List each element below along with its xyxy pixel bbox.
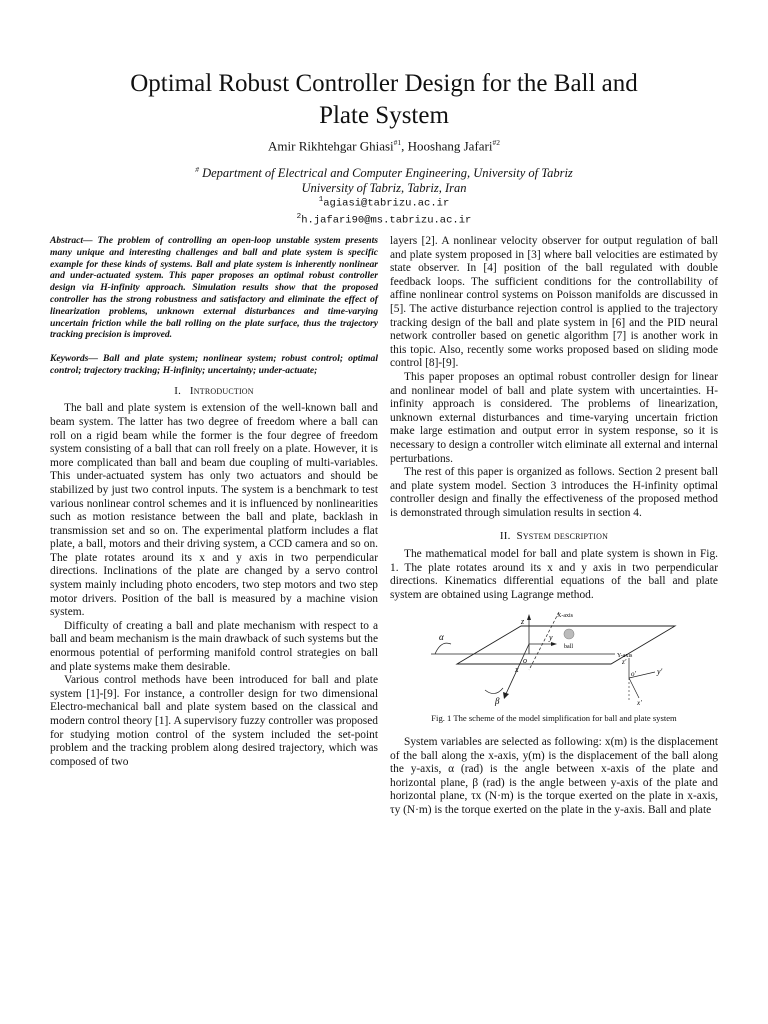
section-heading-system-description	[390, 530, 718, 544]
abstract-label: Abstract—	[50, 235, 93, 246]
system-variables-paragraph: System variables are selected as following: x(m) is the displacement of the ball along the x-axis, y(m) is the displacement of the ball along the y-axis, α (rad) is the angle between x-axis of the plate and horizontal plane, β (rad) is the angle between y-axis of the plate and horizontal plane, τx (N·m) is the torque exerted on the plate in x-axis, τy (N·m) is the torque exerted on the plate in the y-axis. Ball and plate	[390, 736, 718, 816]
author-2-mark: #2	[492, 138, 500, 147]
intro-paragraph-1: The ball and plate system is extension of the well-known ball and beam system. The latter has two degree of freedom where a ball can roll on a rigid beam while the former is the four degree of freedom system consisting of a ball that can roll freely on a plate. However, it is more complicated than ball and beam due coupling of multi-variables. This under-actuated system has only two actuators and should be stabilized by just two control inputs. The system is a benchmark to test various nonlinear control schemes and it is influenced by nonlinearities such as motion resistance between the ball and plate, backlash in transmission set and so on. The experimental platform includes a flat plate, a ball, motors and their driving system, a CCD camera and so on. The plate rotates around its x and y axis in two perpendicular directions. Inclinations of the plate are changed by a servo control system mainly including photo encoders, two step motors and two step motor drivers. Position of the ball is measured by a machine vision system.	[50, 402, 378, 619]
z-arrow	[527, 614, 531, 620]
ball-plate-diagram	[429, 610, 679, 706]
y-arrow	[551, 642, 557, 646]
x-prime-label: x'	[637, 699, 642, 707]
intro-paragraph-3: Various control methods have been introduced for ball and plate system [1]-[9]. For instance, a controller design for two dimensional Electro-mechanical ball and plate system based on the classical and modern control theory [1]. A supervisory fuzzy controller was proposed for studying motion control of the system included the set-point problem and the tracking problem along desired trajectory, which was composed of two	[50, 674, 378, 768]
figure-1-caption: Fig. 1 The scheme of the model simplification for ball and plate system	[431, 713, 677, 724]
author-line	[40, 138, 728, 154]
o-label: o	[523, 656, 527, 666]
abstract-text: The problem of controlling an open-loop unstable system presents many unique and interesting challenges and ball and plate system is specific example for these kinds of systems. Ball and plate system is inherently nonlinear and under-actuated system. This paper proposes an optimal robust controller design via H-infinity approach. Simulation results show that the proposed controller has the strong robustness and satisfactory and eliminate the effect of linearization problems, unknown external disturbances and time-varying uncertain friction while the ball rolling on the plate surface, thus the trajectory tracking precision is improved.	[50, 235, 378, 341]
x-prime-axis	[629, 678, 639, 698]
alpha-arc	[435, 644, 451, 655]
left-column	[50, 235, 378, 769]
x-arrow	[503, 692, 509, 699]
email-2: h.jafari90@ms.tabrizu.ac.ir	[301, 214, 472, 226]
section-title: System description	[516, 530, 609, 543]
author-separator: ,	[401, 138, 408, 154]
affiliation-mark: #	[195, 165, 199, 174]
beta-label: β	[495, 696, 500, 707]
author-1: Amir Rikhtehgar Ghiasi	[268, 138, 394, 154]
email-1-mark: 1	[318, 196, 324, 204]
figure-1	[390, 610, 718, 706]
affiliation-line-1: Department of Electrical and Computer Engineering, University of Tabriz	[202, 166, 573, 181]
x-axis-plate-line	[529, 612, 559, 670]
right-column	[390, 235, 718, 818]
beta-arc	[485, 688, 503, 694]
paper-title	[40, 68, 728, 132]
z-label: z	[521, 617, 525, 627]
ball-label: ball	[564, 644, 573, 651]
email-1: agiasi@tabrizu.ac.ir	[323, 197, 450, 210]
keywords-label: Keywords—	[50, 353, 98, 365]
system-description-paragraph: The mathematical model for ball and plate system is shown in Fig. 1. The plate rotates around its x and y axis in two perpendicular directions. Kinematics differential equations of the ball and plate system are obtained using Lagrange method.	[390, 548, 718, 601]
y-prime-label: y'	[657, 667, 663, 677]
title-line-1: Optimal Robust Controller Design for the Ball and	[130, 70, 638, 97]
ball-shape	[564, 629, 574, 639]
intro-paragraph-5: The rest of this paper is organized as follows. Section 2 present ball and plate system model. Section 3 introduces the H-infinity optimal controller design and finally the effectiveness of the proposed method is demonstrated through simulation results in section 4.	[390, 466, 718, 519]
intro-paragraph-4: This paper proposes an optimal robust controller design for linear and nonlinear model of ball and plate system with uncertainties. H-infinity approach is considered. The problems of linearization, unknown external disturbances and time-varying uncertain friction make large estimation and output error in system response, so it is necessary to design a controller witch eliminate all external and internal perturbations.	[390, 370, 718, 465]
y-axis-label: Y-axis	[617, 653, 633, 660]
author-1-mark: #1	[393, 138, 402, 147]
o-prime-label: o'	[631, 670, 636, 679]
author-emails	[40, 194, 728, 227]
abstract	[50, 235, 378, 341]
alpha-label: α	[439, 632, 444, 643]
intro-paragraph-2: Difficulty of creating a ball and plate mechanism with respect to a ball and beam mechanism is the main drawback of such systems but the enormous potential of performing manifold control strategies on ball and plate systems make them desirable.	[50, 619, 378, 673]
intro-paragraph-continued: layers [2]. A nonlinear velocity observer for output regulation of ball and plate system proposed in [3] where ball velocities are estimated by state observer. In [4] position of the ball regulated with double feedback loops. The sufficient conditions for the controllability of affine nonlinear control systems on Poisson manifolds are discussed in [5]. The active disturbance rejection control is applied to the trajectory tracking design of the ball and plate system in [6] and the PID neural network controller based on genetic algorithm [7] is another work in this topic. Also, recently some works proposed based on sliding mode control [8]-[9].	[390, 235, 718, 370]
x-axis-label: X-axis	[557, 613, 573, 620]
section-heading-introduction	[50, 385, 378, 399]
author-2: Hooshang Jafari	[407, 138, 493, 154]
y-label: y	[549, 633, 553, 643]
x-label: x	[515, 665, 519, 675]
affiliation-line-2: University of Tabriz, Tabriz, Iran	[301, 181, 467, 196]
email-2-mark: 2	[296, 212, 302, 221]
affiliation	[40, 162, 728, 196]
section-number: I.	[174, 384, 182, 397]
section-number: II.	[499, 530, 511, 543]
keywords-text: Ball and plate system; nonlinear system; robust control; optimal control; trajectory tracking; H-infinity; uncertainty; under-actuate;	[50, 353, 378, 376]
title-line-2: Plate System	[319, 102, 449, 129]
section-title: Introduction	[189, 384, 254, 397]
keywords	[50, 353, 378, 377]
z-prime-label: z'	[622, 658, 627, 667]
